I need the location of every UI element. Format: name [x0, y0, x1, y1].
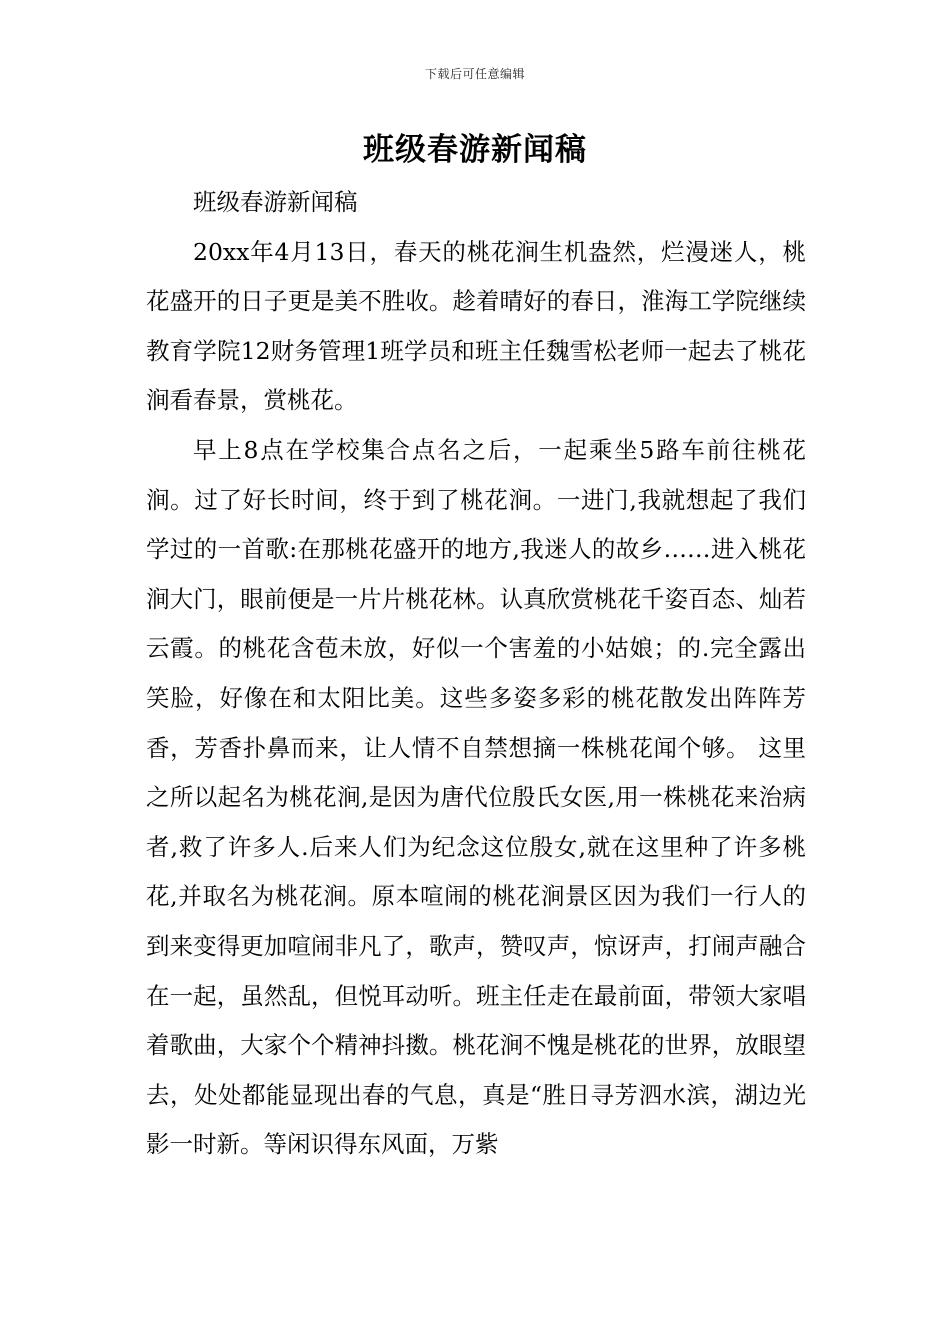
page-header-note: 下载后可任意编辑 — [424, 67, 525, 81]
document-subtitle: 班级春游新闻稿 — [193, 188, 358, 216]
paragraph-1: 20xx年4月13日，春天的桃花涧生机盎然，烂漫迷人，桃花盛开的日子更是美不胜收。趁着晴好的春日，淮海工学院继续教育学院12财务管理1班学员和班主任魏雪松老师一起去了桃花涧看春景，赏桃花。 — [146, 237, 806, 415]
document-body — [146, 178, 806, 1170]
paragraph-2: 早上8点在学校集合点名之后，一起乘坐5路车前往桃花涧。过了好长时间，终于到了桃花涧。一进门,我就想起了我们学过的一首歌:在那桃花盛开的地方,我迷人的故乡……进入桃花涧大门，眼前便是一片片桃花林。认真欣赏桃花千姿百态、灿若云霞。的桃花含苞未放，好似一个害羞的小姑娘；的.完全露出笑脸，好像在和太阳比美。这些多姿多彩的桃花散发出阵阵芳香，芳香扑鼻而来，让人情不自禁想摘一株桃花闻个够。 这里之所以起名为桃花涧,是因为唐代位殷氏女医,用一株桃花来治病者,救了许多人.后来人们为纪念这位殷女,就在这里种了许多桃花,并取名为桃花涧。原本喧闹的桃花涧景区因为我们一行人的到来变得更加喧闹非凡了，歌声，赞叹声，惊讶声，打闹声融合在一起，虽然乱，但悦耳动听。班主任走在最前面，带领大家唱着歌曲，大家个个精神抖擞。桃花涧不愧是桃花的世界，放眼望去，处处都能显现出春的气息，真是“胜日寻芳泗水滨，湖边光影一时新。等闲识得东风面，万紫 — [146, 435, 806, 1159]
document-title: 班级春游新闻稿 — [363, 132, 587, 168]
